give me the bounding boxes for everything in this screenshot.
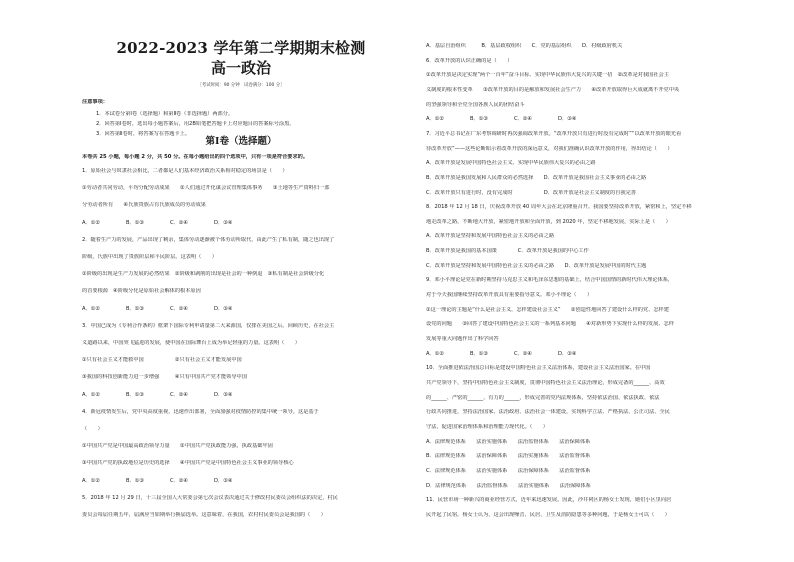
question-line: 10．全面推进依法治国总目标是建设中国特色社会主义法治体系，建设社会主义法治国家。在中国 [426, 365, 651, 372]
question-line: 5．2018 年 12 月 29 日，十三届全国人大常委会第七次会议表决通过关于修改村民委员会组织法的决定，村民 [82, 494, 338, 501]
exam-subject: 高一政治 [210, 59, 271, 77]
question-line: A．①② B．①③ C．②④ D．③④ [82, 305, 233, 312]
question-line: 3．中国已成为《专利合作条约》框架下国际专利申请量第二大来源国，仅排在美国之后。回顾历史，在社会主 [82, 322, 335, 329]
question-line: ①只有社会主义才能救中国 ②只有社会主义才能发展中国 [82, 357, 242, 364]
question-line: C．法律规范体系 法治实施体系 法治保障体系 法治监督体系 [426, 467, 591, 474]
question-line: 守法，促进国家治理体系和治理能力现代化。（ ） [426, 423, 548, 430]
section-title: 第Ⅰ卷（选择题） [205, 136, 277, 147]
section-intro: 本卷共 25 小题，每小题 2 分，共 50 分。在每小题给出的四个选项中，只有一项是符合要求的。 [82, 154, 309, 160]
question-line: 9．邓小平理论是党在新时期坚持马克思主义和毛泽东思想的基础上，结合中国国情的新时代伟大理论体系， [426, 277, 674, 284]
question-line: B．改革开放是我国发展和人民群众的必然选择 D．改革开放是我国社会主义事业的必由之路 [426, 174, 647, 181]
question-line: 义道路以来，中国突飞猛进的发展，使中国在国际舞台上成为举足轻重的力量。这表明（ ） [82, 340, 300, 346]
question-line: 8．2018 年 12 月 18 日，庆祝改革开放 40 周年大会在北京隆重召开。我国要坚持改革开放，紧密和上，坚定不移 [426, 204, 692, 211]
question-line: 待改革开放”——这些论断昭示着改革开放的深远意义，对我们准确认识改革开放的作用，得出结论（ ） [426, 145, 673, 152]
question-line: 的坚强领导和全党全国各族人民的团结奋斗 [426, 101, 525, 108]
exam-meta: ［考试时间：90 分钟 试卷满分：100 分］ [197, 83, 285, 88]
question-line: 行政共同推进，坚持法治国家、法治政府、法治社会一体建设，实现科学立法、严格执法、公正司法、全民 [426, 409, 670, 416]
question-line: A．改革开放是发展中国特色社会主义、实现中华民族伟大复兴的必由之路 [426, 160, 596, 167]
question-line: A．法律规范体系 法治实施体系 法治监督体系 法治保障体系 [426, 438, 591, 445]
question-line: B．法律规范体系 法治保障体系 法治实施体系 法治监督体系 [426, 453, 591, 460]
question-line: 的首要根源 ④阶级分化是原始社会解体的根本原因 [82, 288, 201, 295]
question-line: 地走改革之路，不断地大开放，紧密地开放和全面开放，到 2020 年，坚定不移地发展，实际上是（ ） [426, 218, 671, 225]
question-line: C．改革开放只有进行时，没有完成时 D．改革开放是社会主义制度的自我完善 [426, 189, 636, 196]
question-line: ③我国的科技创新能力进一步增强 ④只有中国共产党才能领导中国 [82, 374, 247, 381]
question-line: A．基层自治组织 B．基层政权组织 C．党的基层组织 D．村级政府机关 [426, 43, 623, 49]
question-line: 义制度的根本性变革 ③改革开放的目的是解放和发展社会生产力 ④改革开放取得巨大成就离不开党中央 [426, 86, 680, 93]
question-line: ①阶级的出现是生产力发展的必然结果 ②阶级和剥削的出现是社会的一种倒退 ③私有制是社会阶级分化 [82, 271, 325, 278]
question-line: ①中国共产党是中国最高政治领导力量 ②中国共产党执政能力强，执政基础牢固 [82, 443, 273, 450]
question-line: 2．随着生产力的发展，产品出现了剩余，集体劳动逐渐被个体劳动所取代，由此产生了私有制，随之也出现了 [82, 236, 335, 243]
question-line: 7．习近平总书记在广东考察调研时再次强调改革开放。“改革开放只有进行时没有完成时”“以改革开放的眼光看 [426, 130, 682, 137]
question-line: D．法律规范体系 法治监督体系 法治实施体系 法治保障体系 [426, 482, 591, 489]
question-line: 阶级，氏族中出现了贵族阶层和平民阶层。这表明（ ） [82, 254, 217, 260]
question-line: 4．新冠疫情发生后，党中央高度重视，迅速作出部署，全面加强对疫情防控的集中统一领导。这是基于 [82, 408, 319, 415]
question-line: ①这一理论的主题是“什么是社会主义，怎样建设社会主义” ②创造性地回答了建设什么样的党、怎样建 [426, 306, 669, 313]
question-line: （ ） [82, 426, 103, 432]
question-line: 的______、严密的______、有力的______，形成完善的党内法规体系，坚持依法治国、依法执政、依法 [426, 394, 660, 401]
exam-title: 2022-2023 学年第二学期期末检测 [116, 39, 366, 57]
question-line: C．改革开放是坚持和发展中国特色社会主义的必由之路 D．改革开放是发展中国的时代主题 [426, 262, 647, 269]
notes-heading: 注意事项： [82, 99, 108, 105]
question-line: 对于今天我国继续坚持改革开放具有重要指导意义。邓小平理论（ ） [426, 292, 593, 299]
question-line: 设党的问题 ③回答了建设中国特色社会主义的一系列基本问题 ④对新形势下实现什么样的发展、怎样 [426, 321, 674, 328]
question-line: ①劳动者共同劳动，平均分配劳动成果 ②人们通过开化谋会议管理集体事务 ③土地等生产资料归一部 [82, 185, 330, 192]
question-line: 1．原始社会与奴隶社会相比，二者都是人们基本经济政治关系相对稳定的场景是（ ） [82, 168, 288, 174]
note-item: 2．回答第Ⅰ卷时，选出每小题答案后，用2B铅笔把答题卡上对应题目的答案标号涂黑。 [96, 121, 295, 127]
question-line: A．①② B．①③ C．②④ D．③④ [426, 350, 577, 357]
question-line: A．①② B．①③ C．②④ D．③④ [82, 391, 233, 398]
note-item: 3．回答第Ⅱ卷时，将答案写在答题卡上。 [96, 131, 191, 137]
note-item: 1．本试卷分第Ⅰ卷（选择题）和第Ⅱ卷（非选择题）两部分。 [96, 111, 234, 117]
question-line: A．①② B．①③ C．②④ D．③④ [426, 116, 577, 123]
question-line: 委员会每届任期五年，届满应当如期举行换届选举。这意味着，在我国，农村村民委员会是我国的（ ） [82, 512, 326, 518]
question-line: 民开起了民宿。杨女士认为，这会出现噪音、民居、卫生及消防隐患等多种问题，于是杨女士可以（ ） [426, 511, 670, 518]
question-line: 共产党领导下，坚持中国特色社会主义制度，贯彻中国特色社会主义法治理论，形成完备的______、高效 [426, 379, 665, 386]
question-line: B．改革开放是我国的基本国策 C．改革开放是我国的中心工作 [426, 248, 589, 255]
question-line: 分劳动者所有 ④氏族贵族占有氏族成员的劳动成果 [82, 202, 206, 209]
question-line: ③中国共产党的执政地位是历史的选择 ④中国共产党是中国特色社会主义事业的领导核心 [82, 460, 294, 467]
question-line: A．改革开放是坚持和发展中国特色社会主义的必由之路 [426, 233, 555, 240]
question-line: A．①② B．①③ C．②④ D．③④ [82, 219, 233, 226]
question-line: ①改革开放是决定实现“两个一百年”奋斗目标、实现中华民族伟大复兴的关键一招 ②改革是对我国社会主 [426, 72, 669, 79]
question-line: 发展等重大问题作出了科学回答 [426, 336, 499, 342]
question-line: 6．改革开放的认识正确的是（ ） [426, 57, 513, 64]
question-line: 11．民营市场一种新兴的商业经营方式，近年来迅速发展。因此，沙井祠区的杨女士发现，她们小区里向居 [426, 497, 672, 504]
question-line: A．①② B．①③ C．②④ D．③④ [82, 477, 233, 484]
